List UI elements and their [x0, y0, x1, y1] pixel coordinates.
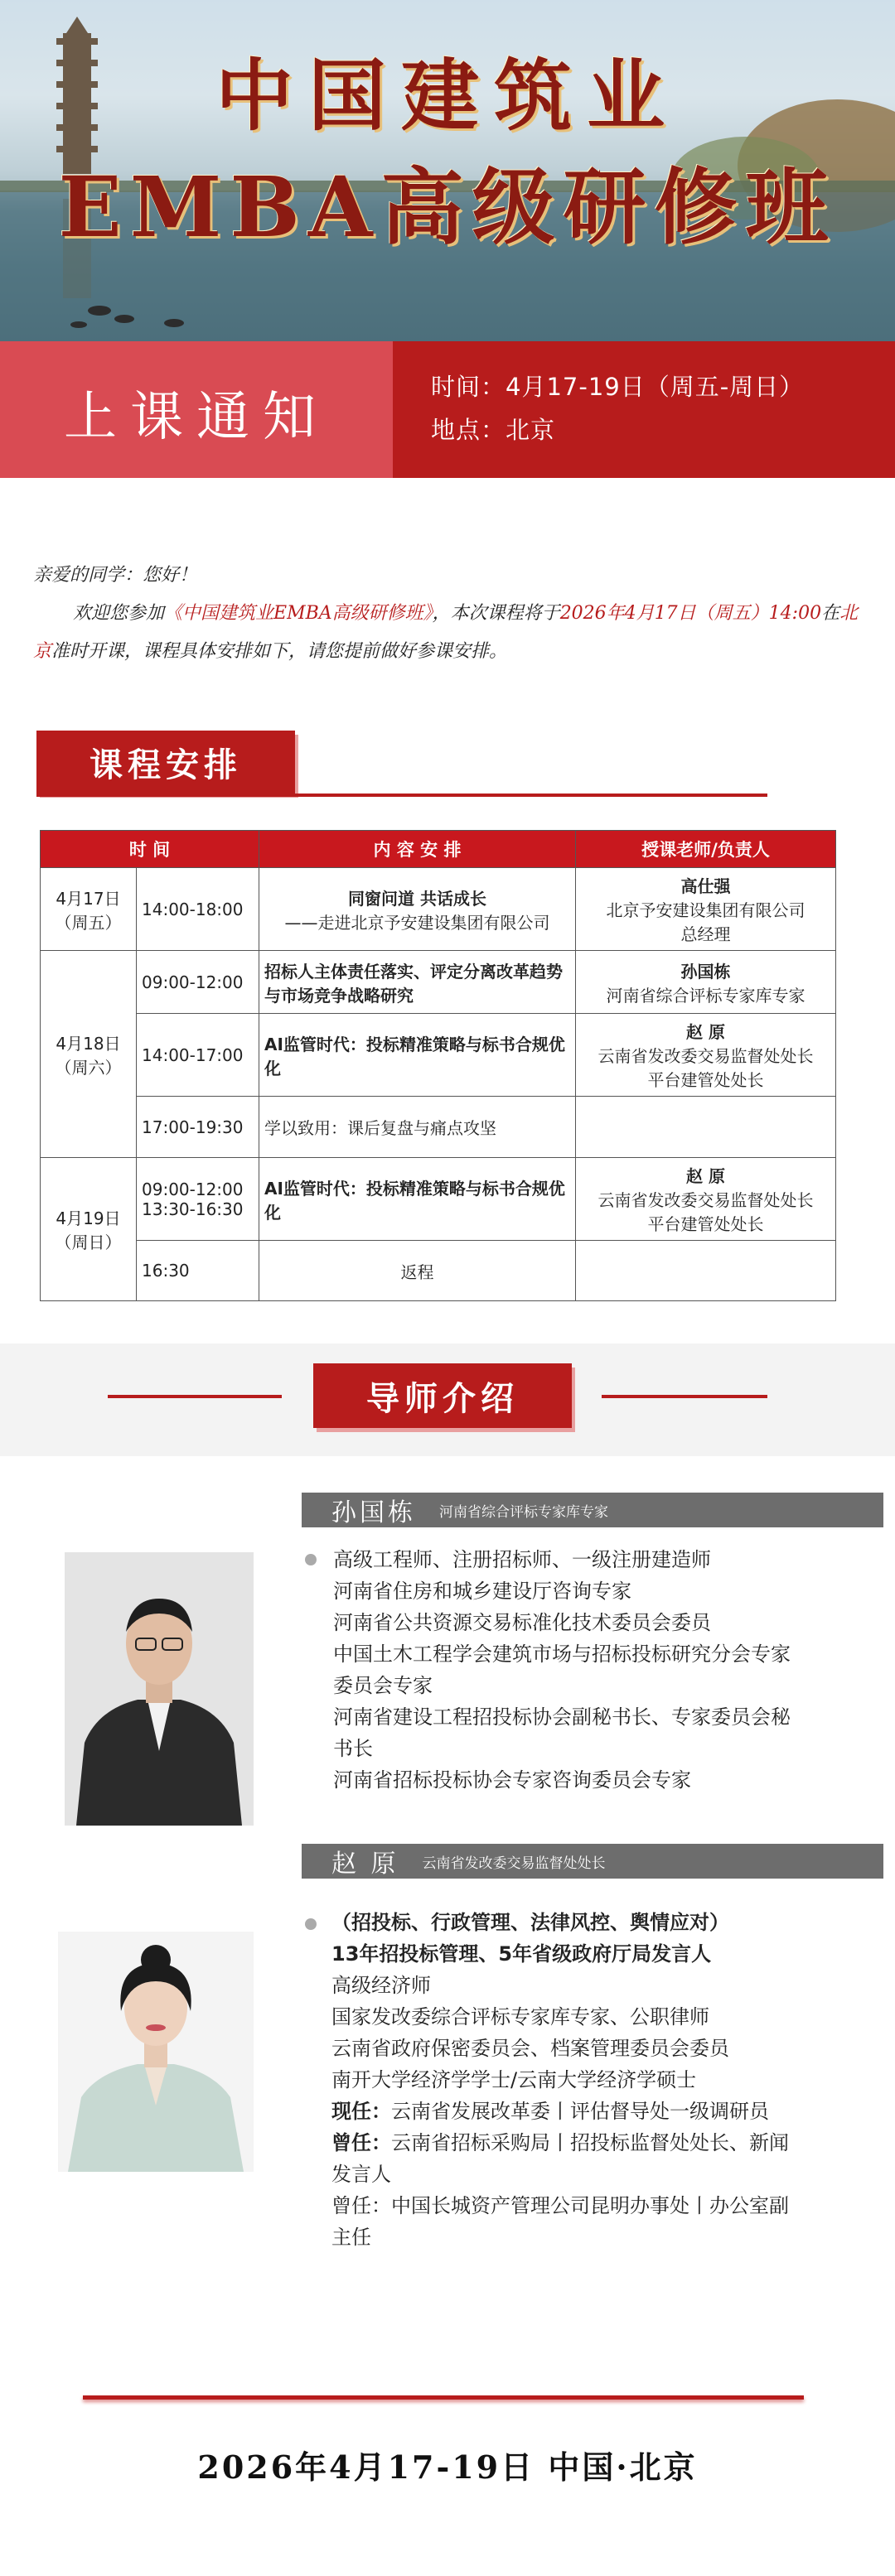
day2-s3-time: 17:00-19:30 [137, 1097, 259, 1158]
tutor-zhao-bar [302, 1844, 883, 1879]
hero-title-line1: 中国建筑业 [215, 51, 680, 142]
schedule-table [40, 830, 836, 1301]
day2-date-cell: 4月18日 （周六） [41, 951, 137, 1158]
day3-s2-content: 返程 [259, 1241, 576, 1301]
start-date-cont: 17日（周五）14:00 [654, 603, 822, 624]
schedule-heading: 课程安排 [36, 731, 295, 794]
col-header-teacher: 授课老师/负责人 [576, 831, 836, 868]
day3-s2-teacher [576, 1241, 836, 1301]
tutor-sun-photo [65, 1552, 254, 1826]
day1-teacher: 高仕强 北京予安建设集团有限公司 总经理 [576, 868, 836, 951]
tutor-heading: 导师介绍 [313, 1363, 572, 1428]
tutor-zhao-bullet [305, 1918, 317, 1930]
col-header-time: 时 间 [41, 831, 259, 868]
notice-time: 时间：4月17-19日（周五-周日） [431, 373, 805, 401]
day2-s3-content: 学以致用：课后复盘与痛点攻坚 [259, 1097, 576, 1158]
tutor-rule-left [108, 1395, 282, 1398]
day3-s1-teacher: 赵 原 云南省发改委交易监督处处长 平台建管处处长 [576, 1158, 836, 1241]
day2-s2-content: AI监管时代：投标精准策略与标书合规优化 [259, 1014, 576, 1097]
day3-s2-time: 16:30 [137, 1241, 259, 1301]
day3-date-cell: 4月19日 （周日） [41, 1158, 137, 1301]
notice-place: 地点：北京 [431, 416, 556, 444]
footer-date-place: 2026年4月17-19日 中国·北京 [197, 2448, 698, 2486]
tutor-zhao-title: 云南省发改委交易监督处处长 [422, 1855, 606, 1872]
table-row [41, 1241, 836, 1301]
hero-banner [0, 0, 895, 341]
city: 北京 [33, 603, 859, 662]
col-header-content: 内 容 安 排 [259, 831, 576, 868]
tutor-sun-bar [302, 1493, 883, 1527]
table-row [41, 951, 836, 1014]
hero-title-line2: EMBA高级研修班 [58, 158, 837, 256]
tutor-zhao-photo [58, 1932, 254, 2172]
tutor-sun-bio: 高级工程师、注册招标师、一级注册建造师 河南省住房和城乡建设厅咨询专家 河南省公共资源交易标准化技术委员会委员 中国土木工程学会建筑市场与招标投标研究分会专家 委员会专家 河南省建设工程招投标协会副秘书长、专家委员会秘 书长 河南省招标投标协会专家咨询委员会专家 [333, 1548, 791, 1792]
table-row [41, 1158, 836, 1241]
start-date: 2026年4月 [559, 603, 655, 624]
tutor-zhao-portrait [58, 1932, 254, 2172]
day2-s1-time: 09:00-12:00 [137, 951, 259, 1014]
day2-s2-teacher: 赵 原 云南省发改委交易监督处处长 平台建管处处长 [576, 1014, 836, 1097]
day2-s2-time: 14:00-17:00 [137, 1014, 259, 1097]
table-row [41, 1097, 836, 1158]
day1-time: 14:00-18:00 [137, 868, 259, 951]
day2-s1-teacher: 孙国栋 河南省综合评标专家库专家 [576, 951, 836, 1014]
intro-greeting: 亲爱的同学：您好！ [33, 565, 198, 586]
notice-title: 上课通知 [64, 387, 329, 448]
intro-paragraph: 欢迎您参加《中国建筑业EMBA高级研修班》，本次课程将于2026年4月17日（周五）14:00在北京准时开课，课程具体安排如下，请您提前做好参课安排。 [33, 603, 859, 662]
tutor-zhao-name: 赵 原 [331, 1850, 399, 1879]
footer-rule [83, 2395, 804, 2400]
program-name: 《中国建筑业EMBA高级研修班》 [164, 603, 433, 624]
table-row [41, 1014, 836, 1097]
intro-letter [33, 557, 862, 671]
day1-content: 同窗问道 共话成长 ——走进北京予安建设集团有限公司 [259, 868, 576, 951]
tutor-sun-title: 河南省综合评标专家库专家 [439, 1503, 608, 1521]
tutor-sun-name: 孙国栋 [331, 1498, 416, 1527]
day1-date-cell: 4月17日 （周五） [41, 868, 137, 951]
table-header-row [41, 831, 836, 868]
tutor-zhao-bio: （招投标、行政管理、法律风控、舆情应对） 13年招投标管理、5年省级政府厅局发言人 高级经济师 国家发改委综合评标专家库专家、公职律师 云南省政府保密委员会、档案管理委员会委员 南开大学经济学学士/云南大学经济学硕士 现任：云南省发展改革委丨评估督导处一级调研员 曾任：云南省招标采购局丨招投标监督处处长、新闻 发言人 曾任：中国长城资产管理公司昆明办事处丨办公室副 主任 [331, 1911, 789, 2249]
day2-s3-teacher [576, 1097, 836, 1158]
tutor-sun-portrait [65, 1552, 254, 1826]
tutor-rule-right [602, 1395, 767, 1398]
day3-s1-time: 09:00-12:00 13:30-16:30 [137, 1158, 259, 1241]
day3-s1-content: AI监管时代：投标精准策略与标书合规优化 [259, 1158, 576, 1241]
day2-s1-content: 招标人主体责任落实、评定分离改革趋势与市场竞争战略研究 [259, 951, 576, 1014]
schedule-heading-rule [36, 794, 767, 797]
table-row [41, 868, 836, 951]
tutor-sun-bullet [305, 1554, 317, 1565]
